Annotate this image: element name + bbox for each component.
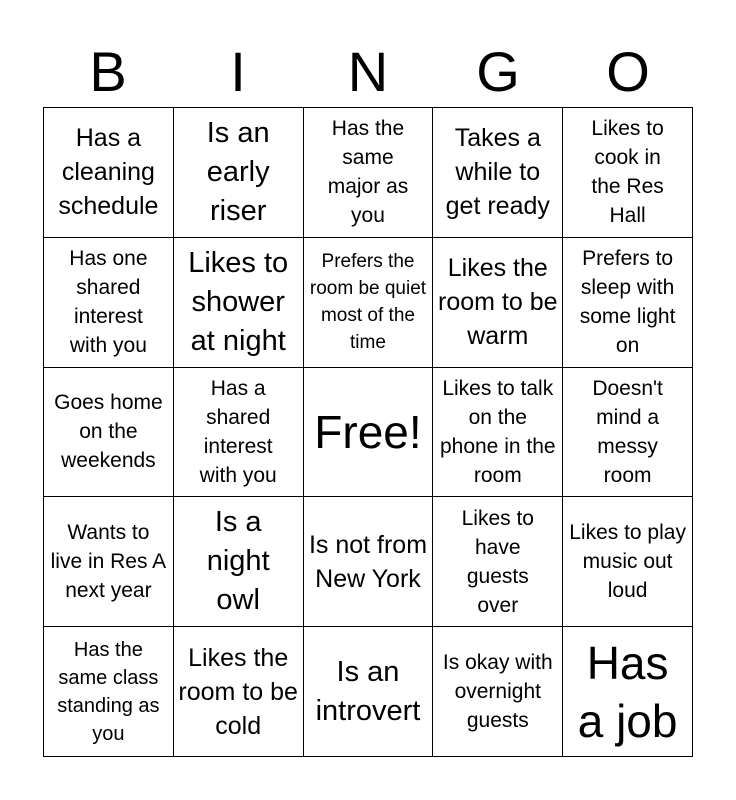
- bingo-board: [43, 107, 693, 757]
- cell-text: Goes home on the weekends: [54, 391, 163, 473]
- cell-text: Prefers the room be quiet most of the time: [309, 251, 427, 354]
- cell-text: Likes to play music out loud: [569, 521, 686, 603]
- cell-text: Likes the room to be cold: [178, 643, 298, 740]
- cell-text: Has the same major as you: [327, 117, 409, 228]
- header-letter-i: I: [230, 40, 246, 103]
- bingo-cell[interactable]: [174, 497, 304, 627]
- bingo-cell[interactable]: [433, 368, 563, 498]
- bingo-cell[interactable]: [44, 108, 174, 238]
- cell-text: Doesn't mind a messy room: [592, 376, 663, 487]
- header-letter-b: B: [89, 40, 127, 103]
- cell-text: Is an introvert: [315, 655, 421, 727]
- bingo-cell[interactable]: [563, 497, 693, 627]
- cell-text: Has a shared interest with you: [199, 376, 277, 487]
- bingo-cell[interactable]: [44, 627, 174, 757]
- bingo-cell[interactable]: [174, 627, 304, 757]
- bingo-cell[interactable]: [174, 238, 304, 368]
- cell-text: Has a job: [577, 636, 678, 747]
- cell-text: Wants to live in Res A next year: [50, 521, 167, 603]
- cell-text: Is a night owl: [206, 506, 270, 617]
- cell-text: Has the same class standing as you: [57, 638, 160, 745]
- bingo-cell[interactable]: [44, 368, 174, 498]
- bingo-cell[interactable]: [563, 627, 693, 757]
- bingo-cell[interactable]: [304, 627, 434, 757]
- bingo-cell[interactable]: [304, 497, 434, 627]
- cell-text: Is okay with overnight guests: [442, 651, 553, 733]
- bingo-cell[interactable]: [433, 238, 563, 368]
- cell-text: Prefers to sleep with some light on: [579, 247, 676, 358]
- cell-text: Likes to talk on the phone in the room: [439, 376, 556, 487]
- header-letter-g: G: [476, 40, 520, 103]
- bingo-cell[interactable]: [304, 108, 434, 238]
- bingo-cell[interactable]: [174, 108, 304, 238]
- cell-text: Likes to cook in the Res Hall: [591, 117, 664, 228]
- bingo-cell[interactable]: [433, 108, 563, 238]
- cell-text: Likes to have guests over: [461, 506, 534, 617]
- bingo-cell[interactable]: [563, 238, 693, 368]
- free-space-text: Free!: [314, 405, 422, 458]
- cell-text: Is not from New York: [308, 530, 428, 593]
- bingo-cell[interactable]: [44, 238, 174, 368]
- bingo-header: [43, 40, 693, 104]
- cell-text: Has one shared interest with you: [69, 247, 148, 358]
- cell-text: Has a cleaning schedule: [58, 124, 159, 221]
- bingo-cell[interactable]: [563, 368, 693, 498]
- cell-text: Likes to shower at night: [188, 246, 289, 357]
- cell-text: Is an early riser: [206, 116, 270, 227]
- header-letter-n: N: [347, 40, 389, 103]
- free-space-cell[interactable]: [304, 368, 434, 498]
- cell-text: Takes a while to get ready: [445, 124, 550, 221]
- cell-text: Likes the room to be warm: [438, 254, 558, 351]
- bingo-cell[interactable]: [433, 497, 563, 627]
- bingo-cell[interactable]: [304, 238, 434, 368]
- header-letter-o: O: [606, 40, 650, 103]
- bingo-cell[interactable]: [433, 627, 563, 757]
- bingo-cell[interactable]: [174, 368, 304, 498]
- bingo-cell[interactable]: [44, 497, 174, 627]
- bingo-cell[interactable]: [563, 108, 693, 238]
